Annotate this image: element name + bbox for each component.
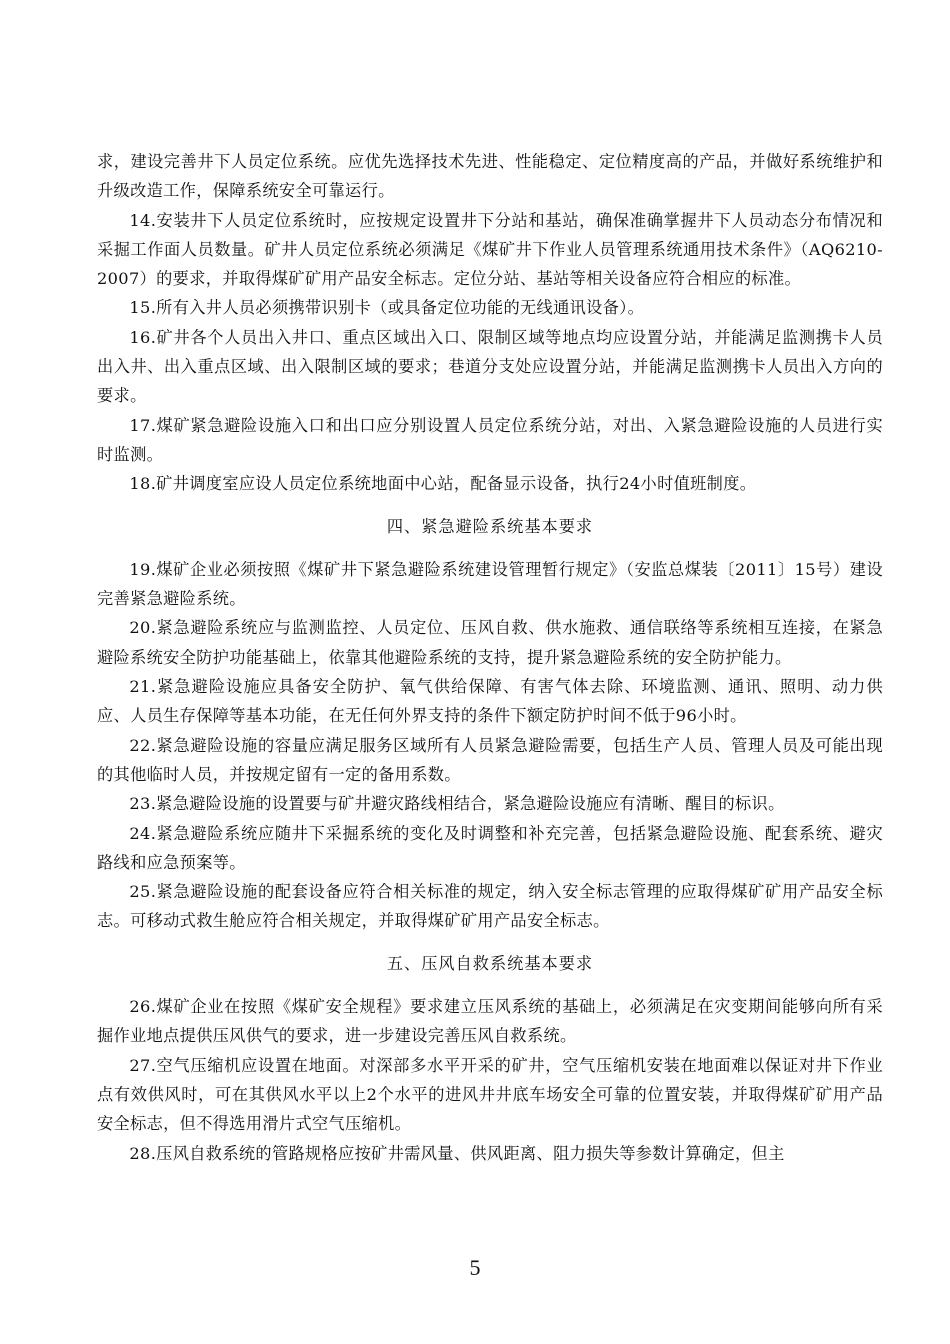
document-body: [97, 147, 883, 1168]
section-heading-5: 五、压风自救系统基本要求: [386, 953, 594, 973]
paragraph-item-15: 15.所有入井人员必须携带识别卡（或具备定位功能的无线通讯设备）。: [129, 298, 645, 318]
paragraph-item-26: 26.煤矿企业在按照《煤矿安全规程》要求建立压风系统的基础上，必须满足在灾变期间能够向所有采掘作业地点提供压风供气的要求，进一步建设完善压风自救系统。: [97, 997, 883, 1046]
page-number: 5: [469, 1255, 481, 1280]
paragraph-item-24: 24.紧急避险系统应随井下采掘系统的变化及时调整和补充完善，包括紧急避险设施、配套系统、避灾路线和应急预案等。: [97, 823, 883, 872]
paragraph-item-14: 14.安装井下人员定位系统时，应按规定设置井下分站和基站，确保准确掌握井下人员动态分布情况和采掘工作面人员数量。矿井人员定位系统必须满足《煤矿井下作业人员管理系统通用技术条件》（AQ6210-2007）的要求，并取得煤矿矿用产品安全标志。定位分站、基站等相关设备应符合相应的标准。: [97, 210, 883, 289]
paragraph-item-19: 19.煤矿企业必须按照《煤矿井下紧急避险系统建设管理暂行规定》（安监总煤装〔2011〕15号）建设完善紧急避险系统。: [97, 559, 883, 609]
paragraph-item-16: 16.矿井各个人员出入井口、重点区域出入口、限制区域等地点均应设置分站，并能满足监测携卡人员出入井、出入重点区域、出入限制区域的要求；巷道分支处应设置分站，并能满足监测携卡人员出入方向的要求。: [97, 327, 883, 406]
paragraph-item-21: 21.紧急避险设施应具备安全防护、氧气供给保障、有害气体去除、环境监测、通讯、照明、动力供应、人员生存保障等基本功能，在无任何外界支持的条件下额定防护时间不低于96小时。: [97, 677, 883, 726]
paragraph-item-28: 28.压风自救系统的管路规格应按矿井需风量、供风距离、阻力损失等参数计算确定，但主: [129, 1143, 785, 1163]
paragraph-item-23: 23.紧急避险设施的设置要与矿井避灾路线相结合，紧急避险设施应有清晰、醒目的标识。: [129, 794, 785, 814]
paragraph-item-20: 20.紧急避险系统应与监测监控、人员定位、压风自救、供水施救、通信联络等系统相互连接，在紧急避险系统安全防护功能基础上，依靠其他避险系统的支持，提升紧急避险系统的安全防护能力。: [97, 618, 883, 667]
section-heading-4: 四、紧急避险系统基本要求: [386, 516, 594, 536]
paragraph-item-25: 25.紧急避险设施的配套设备应符合相关标准的规定，纳入安全标志管理的应取得煤矿矿用产品安全标志。可移动式救生舱应符合相关规定，并取得煤矿矿用产品安全标志。: [97, 882, 883, 931]
paragraph-item-22: 22.紧急避险设施的容量应满足服务区域所有人员紧急避险需要，包括生产人员、管理人员及可能出现的其他临时人员，并按规定留有一定的备用系数。: [97, 735, 883, 784]
paragraph-continuation: 求，建设完善井下人员定位系统。应优先选择技术先进、性能稳定、定位精度高的产品，并做好系统维护和升级改造工作，保障系统安全可靠运行。: [97, 152, 883, 201]
paragraph-item-17: 17.煤矿紧急避险设施入口和出口应分别设置人员定位系统分站，对出、入紧急避险设施的人员进行实时监测。: [97, 415, 883, 464]
paragraph-item-27: 27.空气压缩机应设置在地面。对深部多水平开采的矿井，空气压缩机安装在地面难以保证对井下作业点有效供风时，可在其供风水平以上2个水平的进风井井底车场安全可靠的位置安装，并取得煤矿矿用产品安全标志，但不得选用滑片式空气压缩机。: [97, 1055, 883, 1134]
paragraph-item-18: 18.矿井调度室应设人员定位系统地面中心站，配备显示设备，执行24小时值班制度。: [129, 474, 757, 494]
